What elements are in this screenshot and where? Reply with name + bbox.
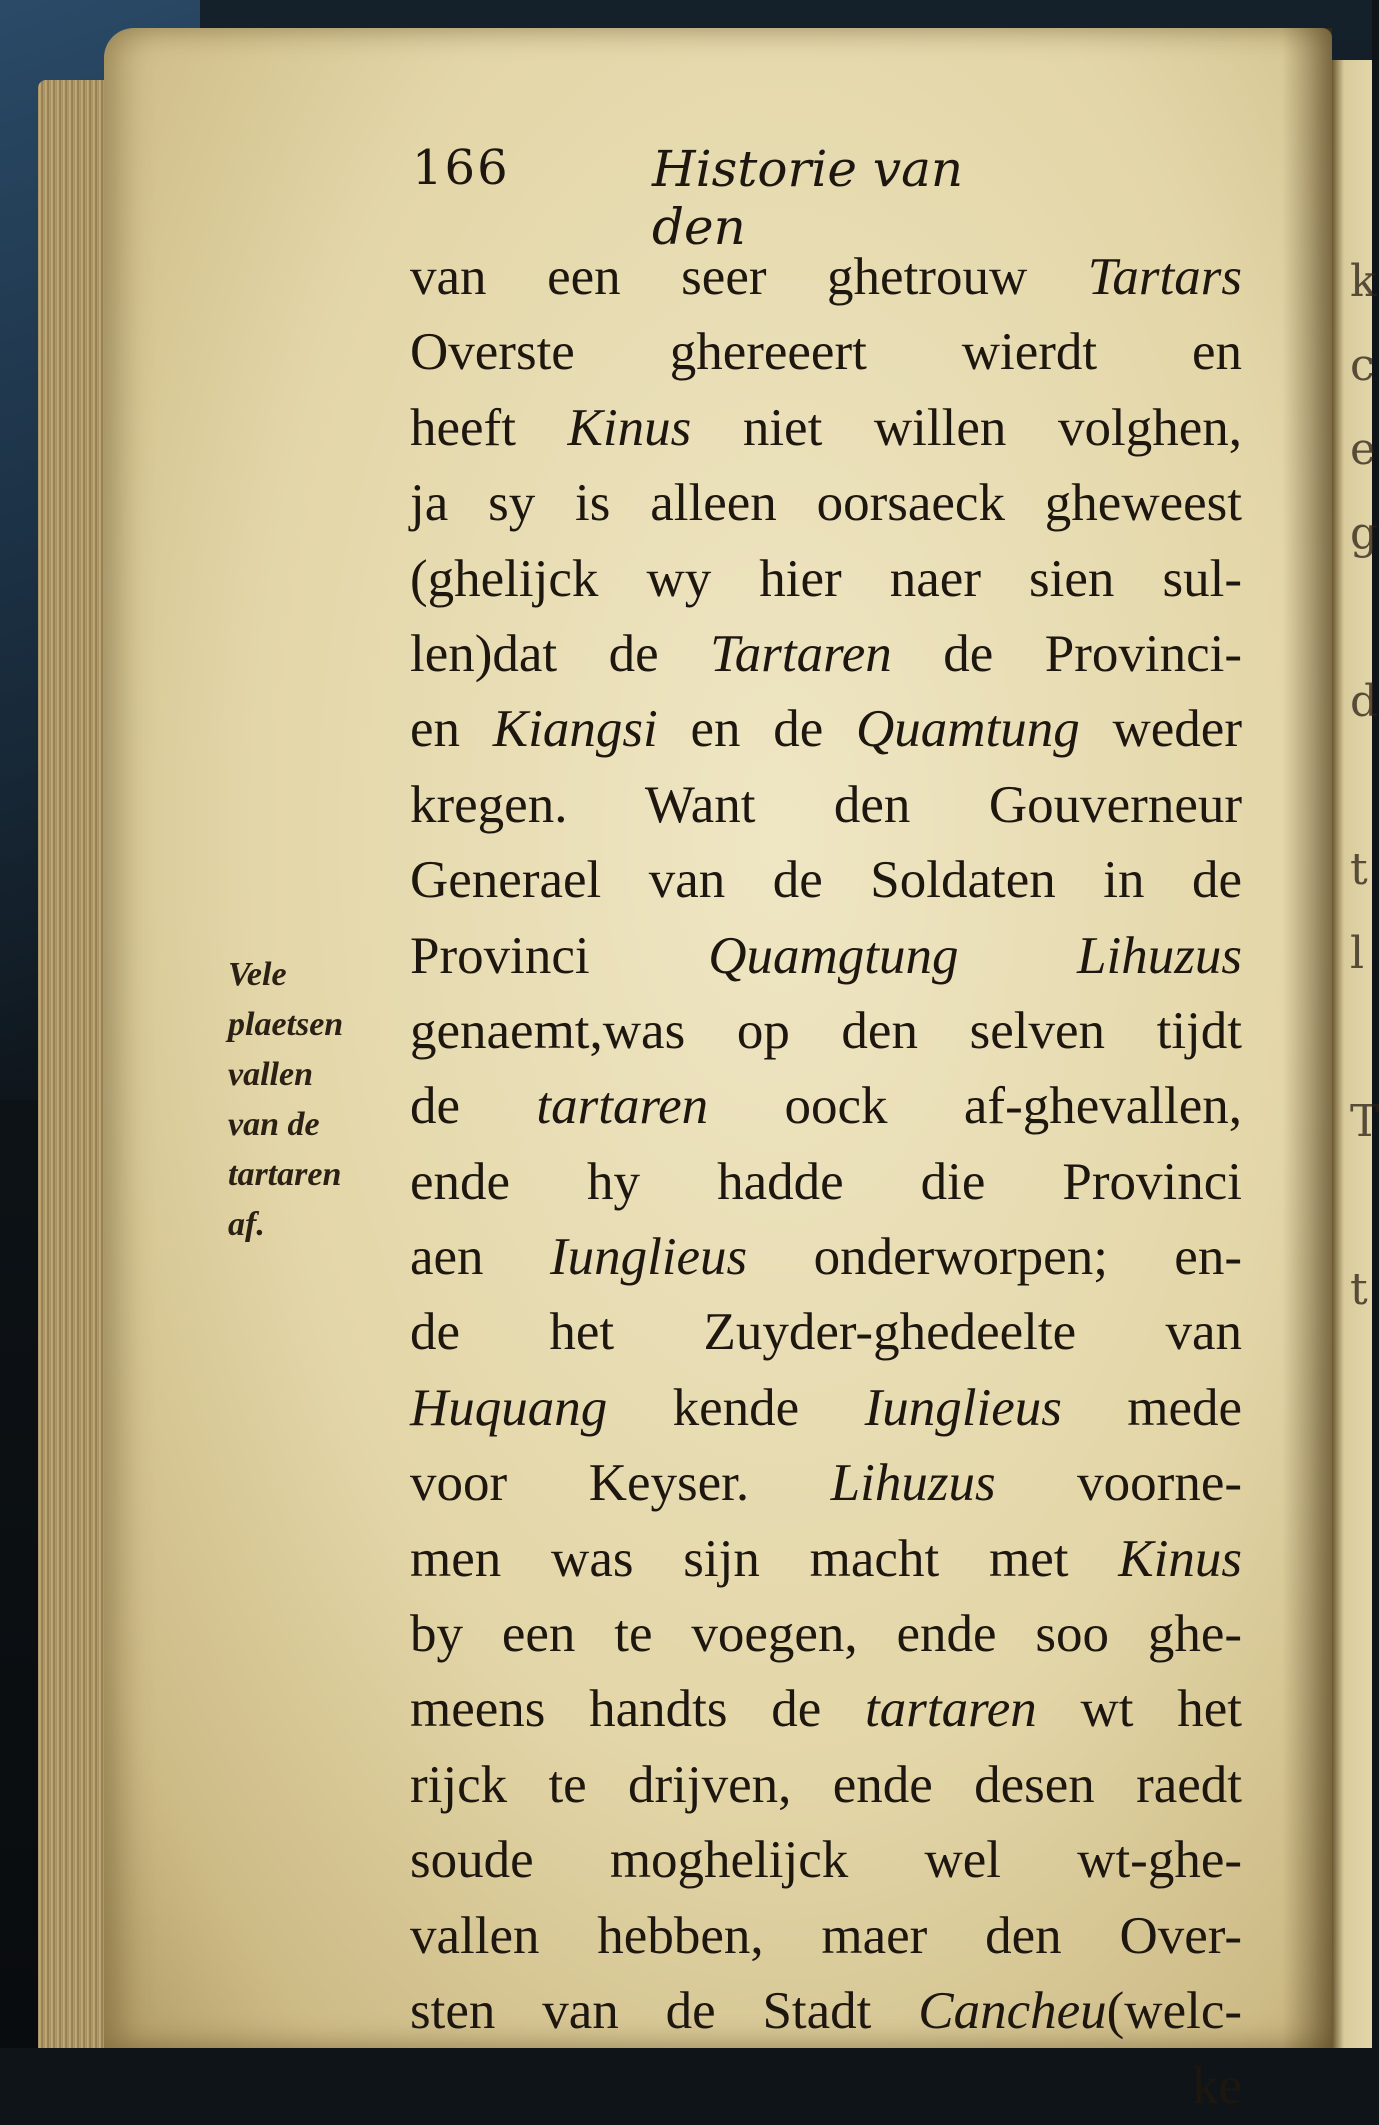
text-line: soude moghelijck wel wt-ghe-	[410, 1831, 1242, 1890]
facing-page-letter: t	[1350, 1264, 1368, 1315]
margin-note-line: vallen	[228, 1056, 313, 1093]
text-line: aen Iunglieus onderworpen; en-	[410, 1228, 1242, 1287]
text-line: vallen hebben, maer den Over-	[410, 1906, 1242, 1965]
facing-page-letter	[1350, 1164, 1372, 1248]
text-line: ja sy is alleen oorsaeck gheweest	[410, 474, 1242, 533]
facing-page-letter: T	[1350, 1096, 1379, 1147]
text-line: by een te voegen, ende soo ghe-	[410, 1605, 1242, 1664]
facing-page-letter: k	[1350, 256, 1377, 307]
text-line: heeft Kinus niet willen volghen,	[410, 398, 1242, 457]
margin-note	[228, 950, 398, 1250]
text-line: de tartaren oock af-ghevallen,	[410, 1077, 1242, 1136]
margin-note-line: af.	[228, 1206, 265, 1243]
facing-page-letter	[1350, 576, 1372, 660]
text-line: ke	[1191, 2057, 1242, 2116]
facing-page-letter: c	[1350, 340, 1375, 391]
text-line: (ghelijck wy hier naer sien sul-	[410, 549, 1242, 608]
facing-page-letter: d	[1350, 676, 1379, 727]
facing-page-letter	[1350, 996, 1372, 1080]
margin-note-line: Vele	[228, 956, 287, 993]
text-line: de het Zuyder-ghedeelte van	[410, 1303, 1242, 1362]
margin-note-line: van de	[228, 1106, 320, 1143]
running-title: Historie van den	[652, 140, 964, 256]
gutter-shadow	[1282, 28, 1332, 2048]
text-line: kregen. Want den Gouverneur	[410, 775, 1242, 834]
facing-page-letter: l	[1350, 928, 1365, 979]
page-header	[412, 140, 1072, 256]
text-line: sten van de Stadt Cancheu(welc-	[410, 1981, 1242, 2040]
text-line: en Kiangsi en de Quamtung weder	[410, 700, 1242, 759]
text-line: genaemt,was op den selven tijdt	[410, 1001, 1242, 1060]
text-line: ende hy hadde die Provinci	[410, 1152, 1242, 1211]
body-text	[410, 240, 1242, 2125]
text-line: len)dat de Tartaren de Provinci-	[410, 624, 1242, 683]
text-line: men was sijn macht met Kinus	[410, 1529, 1242, 1588]
text-line: Huquang kende Iunglieus mede	[410, 1378, 1242, 1437]
text-line: meens handts de tartaren wt het	[410, 1680, 1243, 1739]
facing-page-letter: g	[1350, 508, 1379, 559]
text-line: Generael van de Soldaten in de	[410, 851, 1242, 910]
text-line: Provinci Quamgtung Lihuzus	[410, 926, 1242, 985]
facing-page-letter: t	[1350, 844, 1368, 895]
facing-page-fragments	[1350, 240, 1379, 1332]
text-line: voor Keyser. Lihuzus voorne-	[410, 1454, 1242, 1513]
text-line: van een seer ghetrouw Tartars	[410, 248, 1242, 306]
page-number: 166	[412, 140, 510, 196]
facing-page-letter	[1350, 744, 1372, 828]
facing-page-letter: e	[1350, 424, 1377, 475]
text-line: Overste ghereeert wierdt en	[410, 323, 1242, 382]
margin-note-line: tartaren	[228, 1156, 342, 1193]
margin-note-line: plaetsen	[228, 1006, 344, 1043]
text-line: rijck te drijven, ende desen raedt	[410, 1755, 1242, 1814]
